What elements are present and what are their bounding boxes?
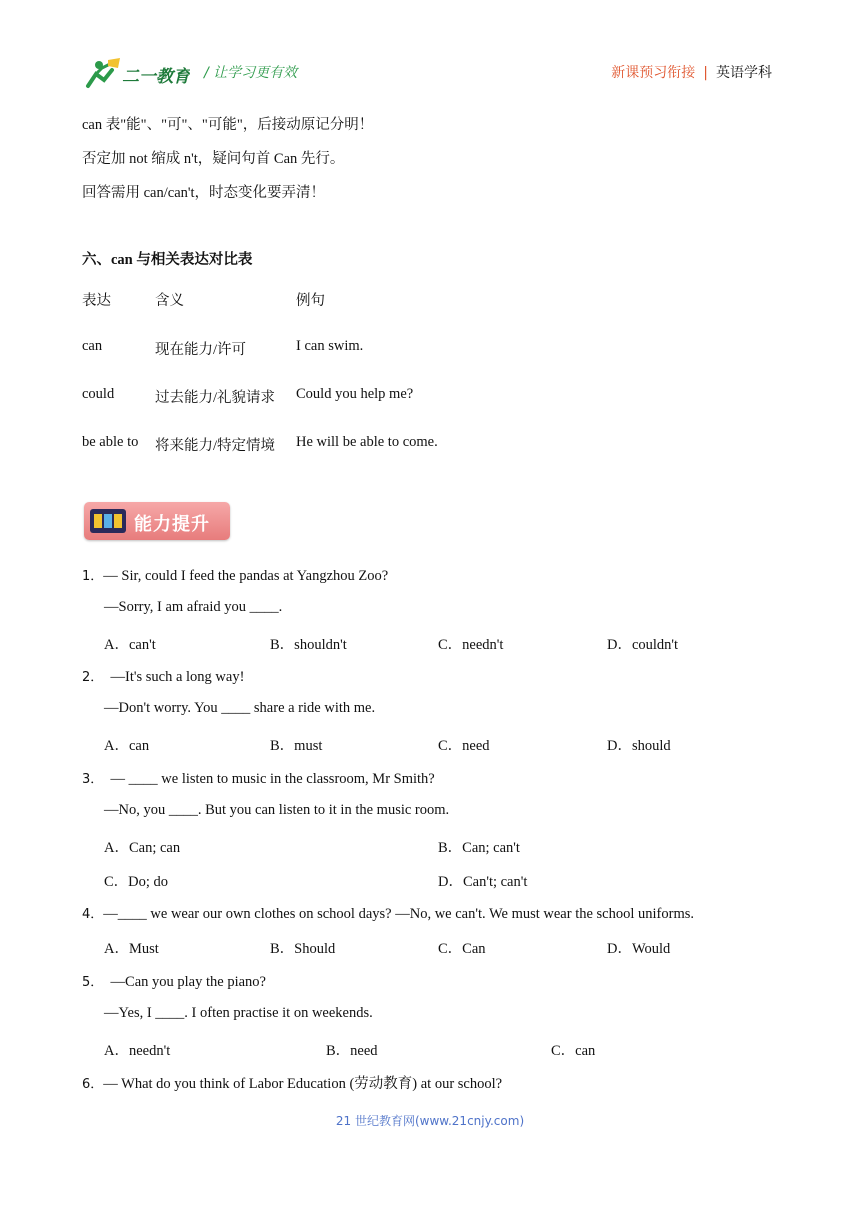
header-slogan: / 让学习更有效	[204, 65, 298, 81]
question-number: 1．	[82, 569, 104, 584]
header-separator: |	[703, 65, 708, 81]
question-stem	[82, 903, 694, 923]
question-line: —Can you play the piano?	[110, 974, 266, 990]
site-logo	[82, 56, 190, 90]
option[interactable]: D．Would	[607, 941, 671, 957]
question-line: — ____ we listen to music in the classroom, Mr Smith?	[110, 771, 435, 787]
option[interactable]: C．need	[438, 738, 490, 754]
table-header: 含义	[155, 293, 184, 309]
option[interactable]: A．Can; can	[104, 840, 181, 856]
option[interactable]: D．should	[607, 738, 671, 754]
people-icon	[90, 509, 126, 533]
question-line: —No, you ____. But you can listen to it in the music room.	[104, 802, 450, 818]
question-line: —____ we wear our own clothes on school days? —No, we can't. We must wear the school uniforms.	[103, 906, 694, 922]
option[interactable]: C．Do; do	[104, 874, 169, 890]
svg-text:二一教育: 二一教育	[122, 67, 190, 87]
question-number: 5．	[82, 975, 104, 990]
course-label: 新课预习衔接	[611, 65, 696, 81]
option[interactable]: D．Can't; can't	[438, 874, 528, 890]
option[interactable]: B．must	[270, 738, 323, 754]
page-footer: 21 世纪教育网(www.21cnjy.com)	[335, 1114, 525, 1128]
option[interactable]: B．Can; can't	[438, 840, 520, 856]
rhyme-line: 否定加 not 缩成 n't，疑问句首 Can 先行。	[82, 151, 345, 167]
subject-label: 英语学科	[716, 65, 772, 81]
option[interactable]: A．needn't	[104, 1043, 171, 1059]
question-line: —Yes, I ____. I often practise it on weekends.	[104, 1005, 373, 1021]
option[interactable]: B．need	[326, 1043, 378, 1059]
question-stem	[82, 666, 244, 686]
question-stem	[82, 768, 435, 788]
question-line: —Sorry, I am afraid you ____.	[104, 599, 283, 615]
question-stem	[82, 565, 388, 585]
question-line: —It's such a long way!	[110, 669, 245, 685]
table-cell: I can swim.	[296, 338, 364, 354]
question-line: — Sir, could I feed the pandas at Yangzhou Zoo?	[103, 568, 389, 584]
question-number: 6．	[82, 1077, 104, 1092]
table-cell: Could you help me?	[296, 386, 414, 402]
option[interactable]: D．couldn't	[607, 637, 679, 653]
question-number: 4．	[82, 907, 104, 922]
option[interactable]: C．can	[551, 1043, 596, 1059]
table-header: 例句	[296, 293, 325, 309]
header-right	[611, 62, 772, 82]
table-cell: can	[82, 338, 103, 354]
question-number: 2．	[82, 670, 104, 685]
rhyme-line: can 表"能"、"可"、"可能"，后接动原记分明！	[82, 117, 374, 133]
badge-label: 能力提升	[134, 514, 210, 535]
option[interactable]: A．can't	[104, 637, 156, 653]
rhyme-line: 回答需用 can/can't，时态变化要弄清！	[82, 185, 326, 201]
table-header: 表达	[82, 293, 111, 309]
option[interactable]: C．Can	[438, 941, 486, 957]
table-cell: could	[82, 386, 115, 402]
question-line: — What do you think of Labor Education (劳动教育) at our school?	[103, 1076, 503, 1092]
section-badge	[84, 502, 230, 540]
question-line: —Don't worry. You ____ share a ride with me.	[104, 700, 376, 716]
question-stem	[82, 971, 266, 991]
section-title: 六、can 与相关表达对比表	[82, 252, 253, 268]
table-cell: 将来能力/特定情境	[155, 438, 276, 454]
option[interactable]: A．can	[104, 738, 150, 754]
option[interactable]: A．Must	[104, 941, 159, 957]
question-stem	[82, 1072, 502, 1093]
table-cell: be able to	[82, 434, 139, 450]
table-cell: 过去能力/礼貌请求	[155, 390, 276, 406]
table-cell: He will be able to come.	[296, 434, 438, 450]
option[interactable]: B．shouldn't	[270, 637, 347, 653]
option[interactable]: C．needn't	[438, 637, 504, 653]
table-cell: 现在能力/许可	[155, 342, 247, 358]
option[interactable]: B．Should	[270, 941, 336, 957]
question-number: 3．	[82, 772, 104, 787]
